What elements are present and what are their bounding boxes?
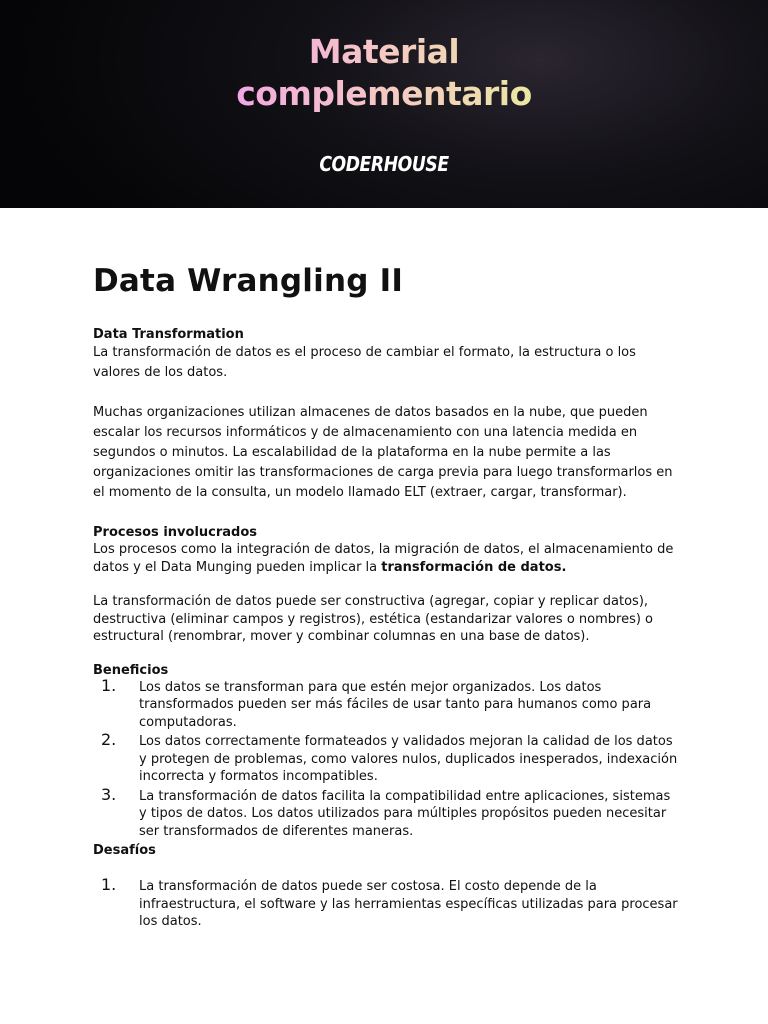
section-heading-desafios: Desafíos (93, 843, 156, 858)
challenges-list (93, 875, 681, 931)
list-number: 1. (101, 875, 117, 894)
list-item-text: Los datos correctamente formateados y validados mejoran la calidad de los datos y protegen de problemas, como valores nulos, duplicados inesperados, indexación incorrecta y formatos incompatibles. (139, 734, 678, 784)
document-body (93, 262, 681, 933)
section-heading-data-transformation: Data Transformation (93, 327, 244, 342)
list-number: 3. (101, 784, 117, 804)
paragraph: La transformación de datos puede ser constructiva (agregar, copiar y replicar datos), destructiva (eliminar campos y registros), estética (estandarizar valores o nombres) o estructural (renombrar, mover y combinar columnas en una base de datos). (93, 594, 654, 644)
list-item (93, 730, 681, 786)
paragraph: La transformación de datos es el proceso de cambiar el formato, la estructura o los valores de los datos. (93, 345, 636, 380)
list-item-text: La transformación de datos facilita la compatibilidad entre aplicaciones, sistemas y tipos de datos. Los datos utilizados para múltiples propósitos pueden necesitar ser transformados de diferentes maneras. (139, 788, 671, 839)
list-item (93, 784, 681, 841)
list-number: 2. (101, 730, 117, 749)
banner-title-line1: Material (308, 32, 460, 71)
list-item-text: La transformación de datos puede ser costosa. El costo depende de la infraestructura, el software y las herramientas específicas utilizadas para procesar los datos. (139, 879, 678, 929)
header-banner (0, 0, 768, 208)
paragraph (93, 541, 681, 576)
paragraph-text: Los procesos como la integración de datos, la migración de datos, el almacenamiento de datos y el Data Munging pueden implicar la (93, 542, 674, 575)
banner-title (0, 31, 768, 115)
banner-title-line2: complementario (236, 74, 532, 113)
list-item-text: Los datos se transforman para que estén mejor organizados. Los datos transformados pueden ser más fáciles de usar tanto para humanos como para computadoras. (139, 679, 652, 730)
paragraph: Muchas organizaciones utilizan almacenes de datos basados en la nube, que pueden escalar los recursos informáticos y de almacenamiento con una latencia medida en segundos o minutos. La escalabilidad de la plataforma en la nube permite a las organizaciones omitir las transformaciones de carga previa para luego transformarlos en el momento de la consulta, un modelo llamado ELT (extraer, cargar, transformar). (93, 405, 673, 500)
list-item (93, 875, 681, 931)
section-heading-beneficios: Beneficios (93, 662, 169, 678)
page-title: Data Wrangling II (93, 263, 404, 299)
section-heading-procesos: Procesos involucrados (93, 525, 258, 540)
list-number: 1. (101, 675, 117, 695)
benefits-list (93, 675, 681, 841)
brand-logo: CODERHOUSE (319, 152, 449, 176)
paragraph-bold-text: transformación de datos. (381, 559, 567, 575)
list-item (93, 675, 681, 732)
